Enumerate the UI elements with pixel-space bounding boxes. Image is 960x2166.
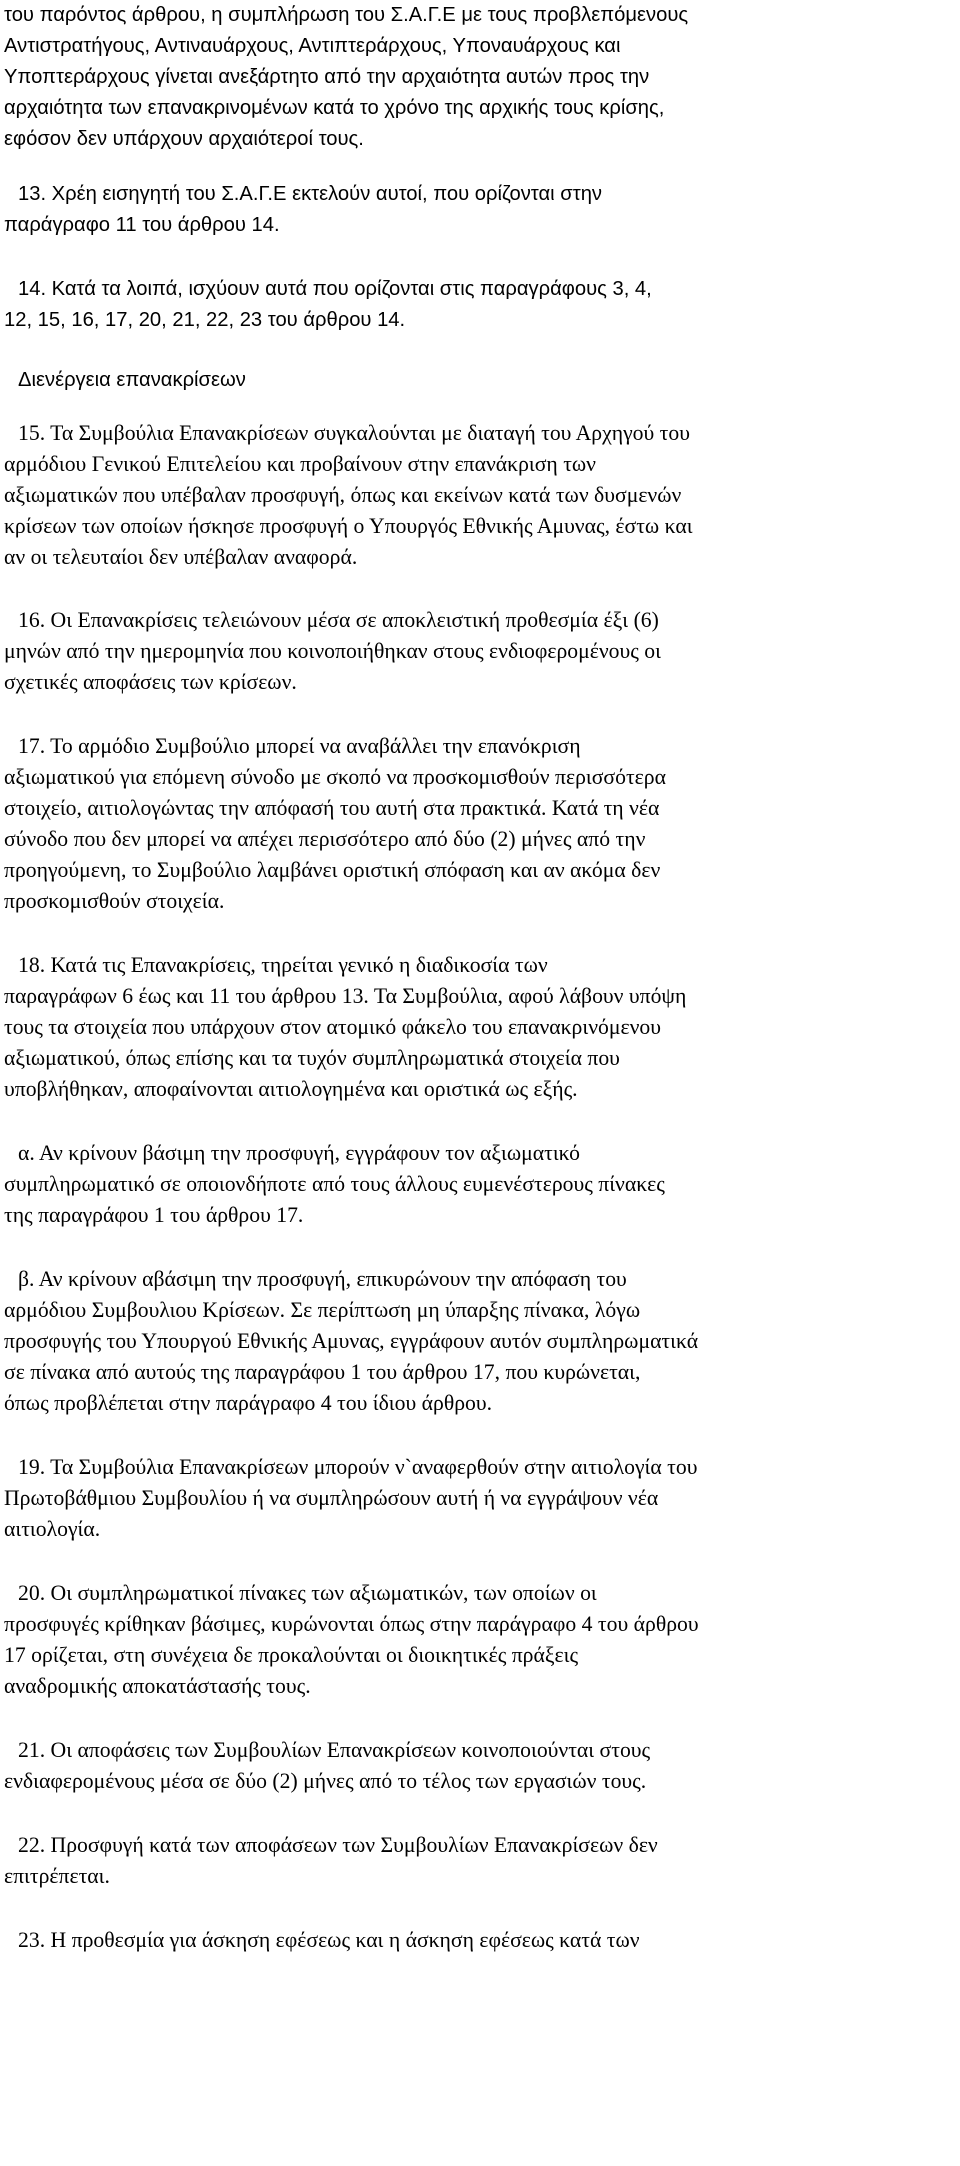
- text-line: 17 ορίζεται, στη συνέχεια δε προκαλούνται οι διοικητικές πράξεις: [4, 1643, 579, 1667]
- text-line: αναδρομικής αποκατάστασής τους.: [4, 1674, 311, 1698]
- paragraph-16: [4, 605, 956, 698]
- text-line: υποβλήθηκαν, αποφαίνονται αιτιολογημένα και οριστικά ως εξής.: [4, 1077, 578, 1101]
- paragraph-17: [4, 731, 956, 917]
- paragraph-15: [4, 418, 956, 573]
- paragraph-14: [4, 274, 956, 336]
- text-line: 17. Το αρμόδιο Συμβούλιο μπορεί να αναβάλλει την επανόκριση: [18, 734, 581, 758]
- text-line: όπως προβλέπεται στην παράγραφο 4 του ίδιου άρθρου.: [4, 1391, 493, 1415]
- text-line: 19. Τα Συμβούλια Επανακρίσεων μπορούν ν`αναφερθούν στην αιτιολογία του: [18, 1455, 698, 1479]
- text-line: κρίσεων των οποίων ήσκησε προσφυγή ο Υπουργός Εθνικής Αμυνας, έστω και: [4, 514, 693, 538]
- text-line: επιτρέπεται.: [4, 1864, 110, 1888]
- text-line: της παραγράφου 1 του άρθρου 17.: [4, 1203, 304, 1227]
- text-line: προσφυγές κρίθηκαν βάσιμες, κυρώνονται όπως στην παράγραφο 4 του άρθρου: [4, 1612, 699, 1636]
- document-page: [4, 0, 956, 1956]
- paragraph-13: [4, 179, 956, 241]
- text-line: Αντιστρατήγους, Αντιναυάρχους, Αντιπτεράρχους, Υποναυάρχους και: [4, 35, 621, 57]
- text-line: 15. Τα Συμβούλια Επανακρίσεων συγκαλούνται με διαταγή του Αρχηγού του: [18, 421, 690, 445]
- text-line: αξιωματικών που υπέβαλαν προσφυγή, όπως και εκείνων κατά των δυσμενών: [4, 483, 682, 507]
- text-line: 23. Η προθεσμία για άσκηση εφέσεως και η άσκηση εφέσεως κατά των: [18, 1928, 640, 1952]
- text-line: 21. Οι αποφάσεις των Συμβουλίων Επανακρίσεων κοινοποιούνται στους: [18, 1738, 651, 1762]
- section-heading: Διενέργεια επανακρίσεων: [18, 369, 246, 391]
- paragraph-21: [4, 1735, 956, 1797]
- text-line: αιτιολογία.: [4, 1517, 101, 1541]
- text-line: 13. Χρέη εισηγητή του Σ.Α.Γ.Ε εκτελούν αυτοί, που ορίζονται στην: [18, 183, 603, 205]
- text-line: 14. Κατά τα λοιπά, ισχύουν αυτά που ορίζονται στις παραγράφους 3, 4,: [18, 278, 652, 300]
- paragraph-18-beta: [4, 1264, 956, 1419]
- text-line: 12, 15, 16, 17, 20, 21, 22, 23 του άρθρου 14.: [4, 309, 406, 331]
- paragraph-20: [4, 1578, 956, 1702]
- text-line: αρμόδιου Συμβουλιου Κρίσεων. Σε περίπτωση μη ύπαρξης πίνακα, λόγω: [4, 1298, 641, 1322]
- text-line: του παρόντος άρθρου, η συμπλήρωση του Σ.Α.Γ.Ε με τους προβλεπόμενους: [4, 4, 689, 26]
- text-line: 18. Κατά τις Επανακρίσεις, τηρείται γενικό η διαδικοσία των: [18, 953, 548, 977]
- paragraph-18: [4, 950, 956, 1105]
- text-line: προηγούμενη, το Συμβούλιο λαμβάνει οριστική σπόφαση και αν ακόμα δεν: [4, 858, 661, 882]
- paragraph-19: [4, 1452, 956, 1545]
- text-line: β. Αν κρίνουν αβάσιμη την προσφυγή, επικυρώνουν την απόφαση του: [18, 1267, 627, 1291]
- text-line: αρχαιότητα των επανακρινομένων κατά το χρόνο της αρχικής τους κρίσης,: [4, 97, 665, 119]
- text-line: Πρωτοβάθμιου Συμβουλίου ή να συμπληρώσουν αυτή ή να εγγράψουν νέα: [4, 1486, 659, 1510]
- text-line: παράγραφο 11 του άρθρου 14.: [4, 214, 280, 236]
- text-line: προσφυγής του Υπουργού Εθνικής Αμυνας, εγγράφουν αυτόν συμπληρωματικά: [4, 1329, 699, 1353]
- paragraph-22: [4, 1830, 956, 1892]
- text-line: Υποπτεράρχους γίνεται ανεξάρτητο από την αρχαιότητα αυτών προς την: [4, 66, 650, 88]
- text-line: συμπληρωματικό σε οποιονδήποτε από τους άλλους ευμενέστερους πίνακες: [4, 1172, 665, 1196]
- text-line: αν οι τελευταίοι δεν υπέβαλαν αναφορά.: [4, 545, 358, 569]
- text-line: μηνών από την ημερομηνία που κοινοποιήθηκαν στους ενδιοφερομένους οι: [4, 639, 661, 663]
- text-line: παραγράφων 6 έως και 11 του άρθρου 13. Τα Συμβούλια, αφού λάβουν υπόψη: [4, 984, 687, 1008]
- text-line: 20. Οι συμπληρωματικοί πίνακες των αξιωματικών, των οποίων οι: [18, 1581, 597, 1605]
- text-line: 22. Προσφυγή κατά των αποφάσεων των Συμβουλίων Επανακρίσεων δεν: [18, 1833, 658, 1857]
- text-line: προσκομισθούν στοιχεία.: [4, 889, 225, 913]
- text-line: αξιωματικού για επόμενη σύνοδο με σκοπό να προσκομισθούν περισσότερα: [4, 765, 666, 789]
- text-line: στοιχείο, αιτιολογώντας την απόφασή του αυτή στα πρακτικά. Κατά τη νέα: [4, 796, 660, 820]
- text-line: εφόσον δεν υπάρχουν αρχαιότεροί τους.: [4, 128, 364, 150]
- text-line: αξιωματικού, όπως επίσης και τα τυχόν συμπληρωματικά στοιχεία που: [4, 1046, 620, 1070]
- paragraph-23: [4, 1925, 956, 1956]
- text-line: σχετικές αποφάσεις των κρίσεων.: [4, 670, 297, 694]
- paragraph-18-alpha: [4, 1138, 956, 1231]
- text-line: α. Αν κρίνουν βάσιμη την προσφυγή, εγγράφουν τον αξιωματικό: [18, 1141, 580, 1165]
- text-line: σε πίνακα από αυτούς της παραγράφου 1 του άρθρου 17, που κυρώνεται,: [4, 1360, 641, 1384]
- text-line: σύνοδο που δεν μπορεί να απέχει περισσότερο από δύο (2) μήνες από την: [4, 827, 646, 851]
- paragraph-intro-continuation: [4, 0, 956, 155]
- text-line: τους τα στοιχεία που υπάρχουν στον ατομικό φάκελο του επανακρινόμενου: [4, 1015, 661, 1039]
- text-line: 16. Οι Επανακρίσεις τελειώνουν μέσα σε αποκλειστική προθεσμία έξι (6): [18, 608, 659, 632]
- text-line: αρμόδιου Γενικού Επιτελείου και προβαίνουν στην επανάκριση των: [4, 452, 596, 476]
- text-line: ενδιαφερομένους μέσα σε δύο (2) μήνες από το τέλος των εργασιών τους.: [4, 1769, 647, 1793]
